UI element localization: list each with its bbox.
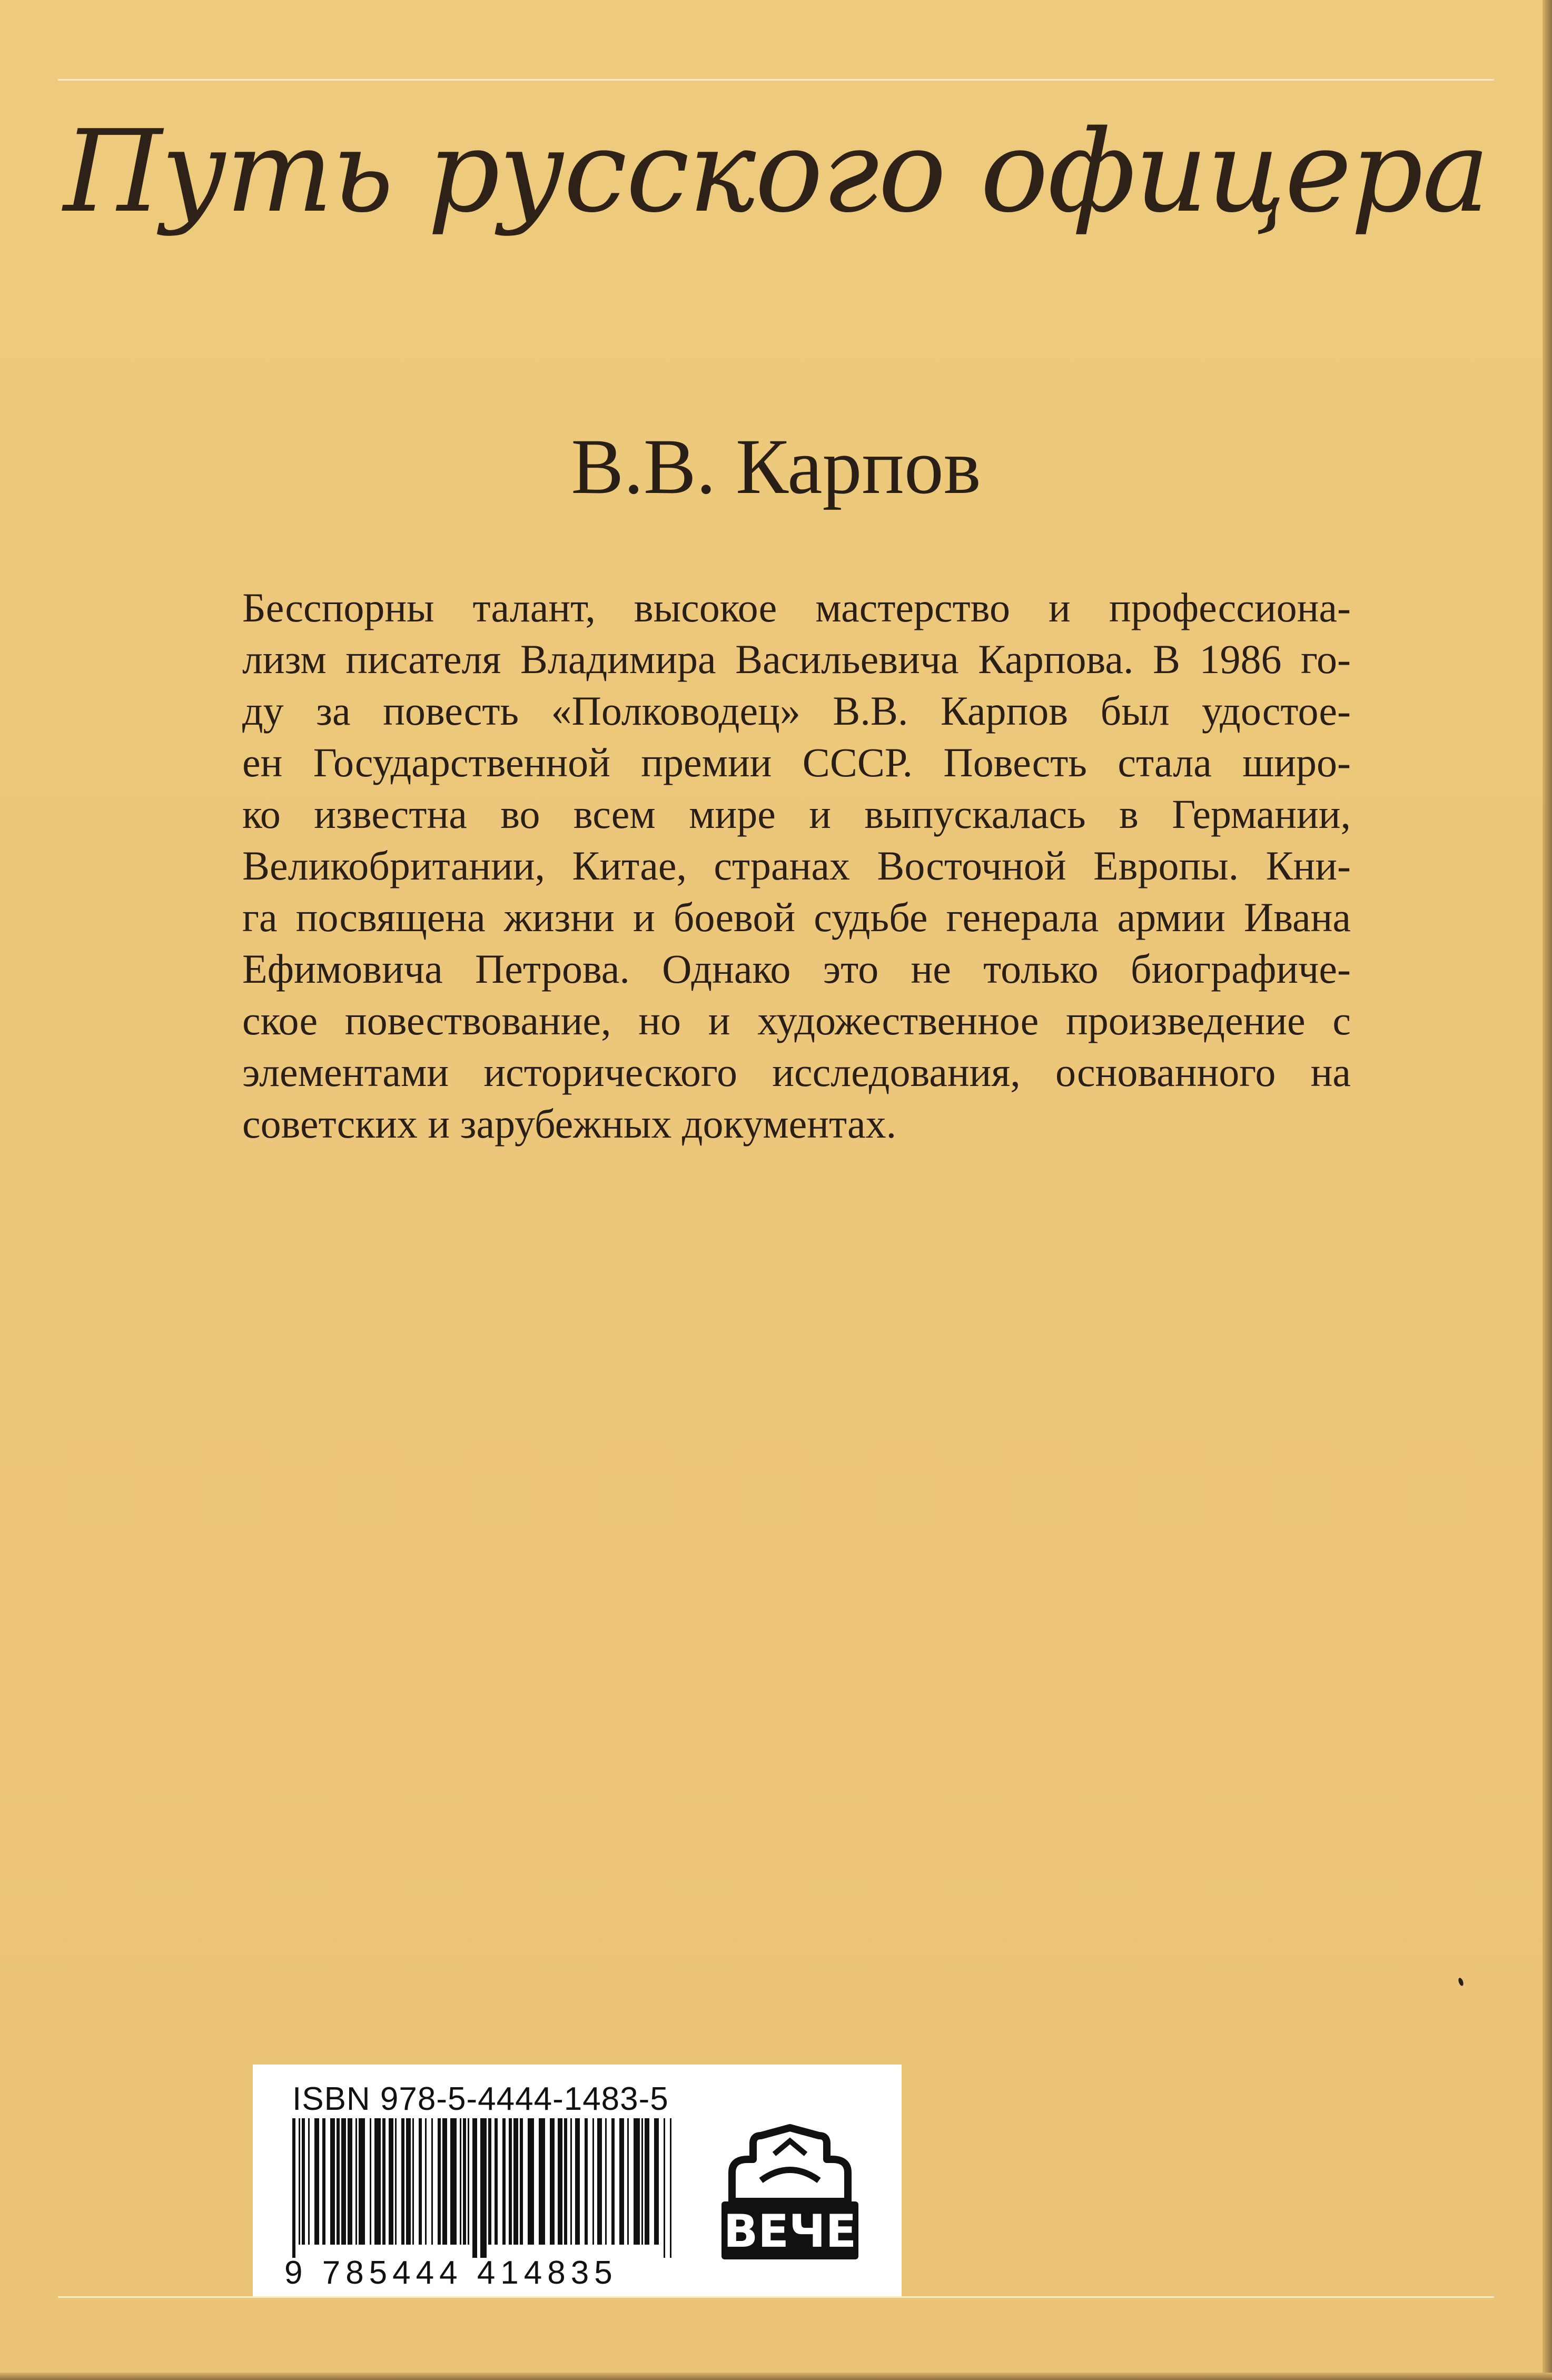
barcode-bar	[322, 2118, 325, 2245]
author-name: В.В. Карпов	[571, 423, 981, 510]
barcode-bar	[359, 2118, 365, 2245]
barcode-bar	[348, 2118, 352, 2245]
barcode-bar	[308, 2118, 310, 2245]
barcode-bar	[558, 2118, 562, 2245]
barcode-icon	[292, 2118, 671, 2258]
barcode-bar	[502, 2118, 506, 2245]
barcode-bar	[299, 2118, 300, 2245]
barcode-bar	[460, 2118, 461, 2245]
barcode-bar	[664, 2118, 665, 2258]
barcode-bar	[425, 2118, 427, 2245]
annotation-line: га посвящена жизни и боевой судьбе генерала армии Ивана	[242, 894, 1351, 940]
barcode-bar	[382, 2118, 385, 2245]
barcode-bar	[520, 2118, 523, 2245]
barcode-digits: 9 785444 414835	[284, 2255, 618, 2291]
barcode-bar	[395, 2118, 397, 2245]
top-frame-line	[58, 79, 1494, 81]
barcode-bar	[314, 2118, 319, 2245]
barcode-bar	[419, 2118, 422, 2245]
barcode-bar	[330, 2118, 335, 2245]
barcode-bar	[564, 2118, 567, 2245]
barcode-bar	[570, 2118, 572, 2245]
barcode-bar	[341, 2118, 346, 2245]
annotation-line: Бесспорны талант, высокое мастерство и профессиона-	[242, 585, 1351, 630]
annotation-text	[242, 582, 1351, 1150]
barcode-bar	[406, 2118, 411, 2245]
barcode-bar	[575, 2118, 580, 2245]
barcode-bar	[670, 2118, 671, 2258]
annotation-line: ское повествование, но и художественное произведение с	[242, 998, 1351, 1043]
barcode-bar	[495, 2118, 498, 2245]
barcode-bar	[528, 2118, 534, 2245]
bottom-frame-line	[58, 2296, 1494, 2298]
barcode-bar	[302, 2118, 305, 2245]
barcode-label	[253, 2065, 902, 2296]
publisher-logo-icon	[711, 2122, 869, 2270]
barcode-bar	[654, 2118, 659, 2245]
barcode-bar	[450, 2118, 457, 2245]
barcode-bar	[468, 2118, 469, 2245]
barcode-bar	[488, 2118, 491, 2245]
barcode-bar	[634, 2118, 640, 2245]
annotation-line: элементами исторического исследования, основанного на	[242, 1049, 1351, 1095]
barcode-bar	[513, 2118, 518, 2245]
barcode-bar	[412, 2118, 414, 2245]
barcode-bar	[431, 2118, 433, 2245]
barcode-bar	[641, 2118, 643, 2245]
barcode-bar	[592, 2118, 594, 2245]
annotation-line: ен Государственной премии СССР. Повесть стала широ-	[242, 739, 1351, 785]
barcode-bar	[611, 2118, 615, 2245]
barcode-bar	[585, 2118, 588, 2245]
annotation-line: советских и зарубежных документах.	[242, 1101, 897, 1147]
publisher-logo-text: ВЕЧЕ	[723, 2205, 857, 2258]
annotation-line: ко известна во всем мире и выпускалась в Германии,	[242, 791, 1351, 837]
barcode-bar	[337, 2118, 340, 2245]
barcode-bar	[463, 2118, 466, 2245]
barcode-bar	[401, 2118, 404, 2245]
barcode-bar	[619, 2118, 624, 2245]
cover-right-edge	[1543, 0, 1552, 2380]
barcode-bar	[374, 2118, 381, 2245]
barcode-bar	[472, 2118, 477, 2258]
barcode-bar	[292, 2118, 295, 2258]
annotation-line: ду за повесть «Полководец» В.В. Карпов был удостое-	[242, 688, 1351, 734]
barcode-bar	[550, 2118, 555, 2245]
barcode-bar	[597, 2118, 602, 2245]
cover-bottom-edge	[0, 2373, 1552, 2380]
barcode-bar	[480, 2118, 487, 2258]
barcode-bar	[509, 2118, 512, 2245]
barcode-bar	[438, 2118, 441, 2245]
barcode-bar	[370, 2118, 371, 2245]
print-speck	[1458, 1977, 1465, 1987]
barcode-bar	[355, 2118, 357, 2245]
series-title: Путь русского офицера	[63, 105, 1489, 238]
barcode-bar	[539, 2118, 545, 2245]
annotation-line: Ефимовича Петрова. Однако это не только биографиче-	[242, 946, 1351, 992]
barcode-bar	[645, 2118, 649, 2245]
barcode-bar	[389, 2118, 393, 2245]
annotation-line: лизм писателя Владимира Васильевича Карпова. В 1986 го-	[242, 636, 1351, 682]
isbn-number: ISBN 978-5-4444-1483-5	[292, 2081, 669, 2117]
barcode-bar	[442, 2118, 447, 2245]
barcode-bar	[605, 2118, 607, 2245]
barcode-bar	[627, 2118, 629, 2245]
annotation-line: Великобритании, Китае, странах Восточной Европы. Кни-	[242, 843, 1351, 888]
